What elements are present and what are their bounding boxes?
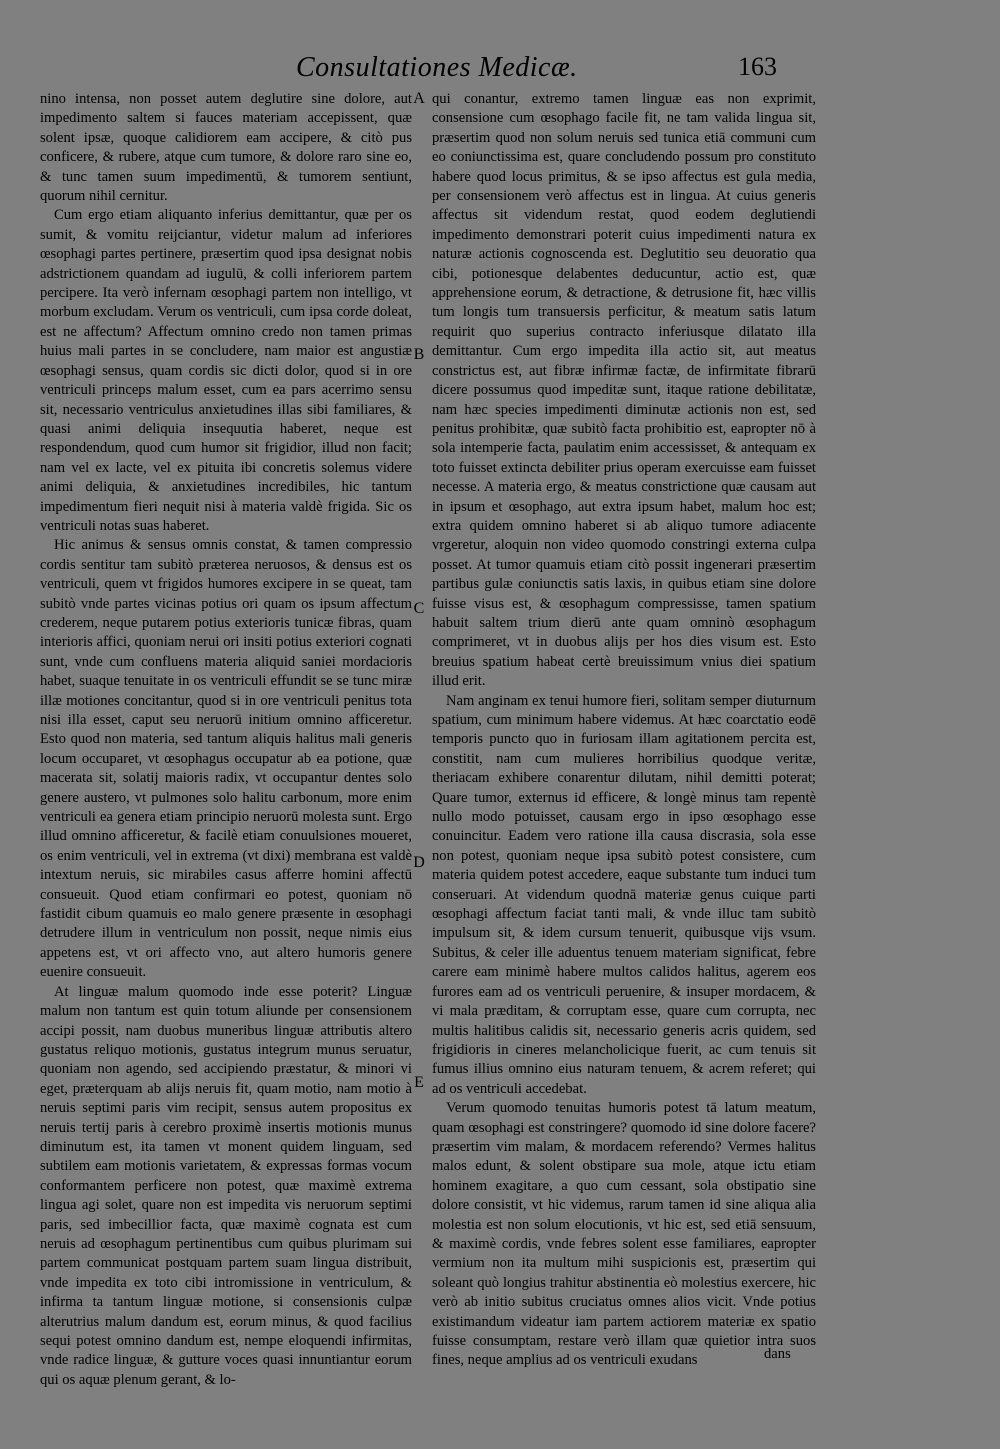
running-head	[0, 52, 1000, 88]
right-paragraph-2: Nam anginam ex tenui humore fieri, solitam semper diuturnum spatium, cum minimum habere videmus. At hæc coarctatio eodē temporis puncto quo in furiosam illam agitationem percita est, constitit, nam cum mulieres horribilius quodque veritæ, theriacam exhibere conarentur dilutam, nihil demitti poterat; Quare tumor, externus id efficere, & longè minus tam repentè nullo modo potuisset, causam ergo in ipso œsophago esse conuincitur. Eadem vero ratione illa causa discrasia, sola esse non potest, quoniam neque ipsa subitò potest consistere, cum materia quidem potest accedere, eaque substante tum induci tum conseruari. At videndum quodnā materiæ genus cuique parti œsophagi affectum faciat tanti mali, & vnde illuc tam subitò impulsum sit, & idem cursum tenuerit, quibusque vijs vsum. Subitus, & celer ille aduentus tenuem materiam significat, febre carere eam minimè habere multos calidos halitus, agerem eos furores eam ad os ventriculi peruenire, & insuper mordacem, & vi mala præditam, & corruptam esse, quare cum corrupta, nec multis halitibus calidis sit, necessario generis acris quidem, sed frigidioris in cineres melancholicique fuerit, ac cum tenuis sit fumus illius omnino eius naturam tenuem, & acrem referet; qui ad os ventriculi accedebat.	[432, 692, 816, 1097]
left-column	[40, 90, 412, 1390]
margin-letter-a: A	[413, 90, 425, 107]
catchword: dans	[764, 1346, 791, 1362]
right-paragraph-3: Verum quomodo tenuitas humoris potest tā latum meatum, quam œsophagi est constringere? quomodo id sine dolore facere? præsertim vim malam, & mordacem referendo? Vermes halitus malos edunt, & solent obstipare sua mole, atque ictu etiam hominem exagitare, a quo cum cessant, sola obstipatio sine dolore consistit, vt hic videmus, rarum tamen id sine aliqua alia molestia est non solum elocutionis, vt hic est, sed etiā sensuum, & maximè cordis, vnde febres solent esse familiares, eapropter vermium non ita multum mihi suspicionis est, præsertim qui soleant quò longius trahitur abstinentia eò molestius exercere, hic verò ab initio subitus cruciatus omnes alios vicit. Vnde potius existimandum videatur iam partem actiorem materiæ ex spatio fuisse consumptam, restare verò illam quæ quietior intra suos fines, neque amplius ad os ventriculi exudans	[432, 1100, 816, 1369]
left-paragraph-1: nino intensa, non posset autem deglutire sine dolore, aut impedimento saltem si fauces materiam accepissent, quæ solent ipsæ, quoque calidiorem eam accipere, & citò pus conficere, & rubere, atque cum tumore, & dolore raro sine eo, & tunc tamen suum impedimentū, & tumorem sentiunt, quorum nihil cernitur.	[40, 91, 412, 205]
margin-letter-b: B	[413, 346, 425, 363]
margin-letter-c: C	[413, 600, 425, 617]
left-paragraph-2: Cum ergo etiam aliquanto inferius demittantur, quæ per os sumit, & vomitu reijciantur, videtur malum ad inferiores œsophagi partes pertinere, præsertim quod ipsa designat nobis adstrictionem quandam ad iugulū, & colli inferiorem partem percipere. Ita verò infernam œsophagi partem non intelligo, vt morbum excludam. Verum os ventriculi, cum ipsa corde doleat, est ne affectum? Affectum omnino credo non tamen primas huius mali partes in se concludere, nam maior est angustiæ œsophagi sensus, quam cordis sic dicti dolor, quod si in ore ventriculi princeps malum esset, cum ea pars acerrimo sensu sit, necessario ventriculus anxietudines illas sibi familiares, & quasi animi deliquia insequutia haberet, neque est respondendum, quod cum humor sit frigidior, illud non facit; nam vel ex lacte, vel ex pituita ibi concretis solemus videre animi deliquia, & anxietudines incredibiles, hic tantum impedimentum fieri nequit nisi à materia valdè frigida. Sic os ventriculi notas suas haberet.	[40, 207, 412, 534]
page-number: 163	[738, 52, 777, 81]
right-paragraph-1: qui conantur, extremo tamen linguæ eas non exprimit, consensione cum œsophago facile fit, ne tam valida lingua sit, præsertim quod non solum neruis sed tunica etiā communi cum eo coniunctissima est, quare concludendo possum pro constituto habere quod locus primitus, & se ipso affectus est gula media, per consensionem verò affectus est in lingua. At cuius generis affectus sit videndum restat, quod eodem deglutiendi impedimento demonstrari poterit cuius impedimenti natura ex naturæ actionis cognoscenda est. Deglutitio seu deuoratio qua cibi, potionesque delabentes deducuntur, actio est, quæ apprehensione eorum, & detractione, & detrusione fit, hæc villis tum longis tum transuersis perficitur, & meatum satis latum requirit quo superius contracto inferiusque dilatato illa demittantur. Cum ergo impedita illa actio sit, aut meatus constrictus est, aut fibræ infirmæ factæ, de infirmitate fibrarū dicere possumus quod impeditæ sunt, itaque ratione debilitatæ, nam hæc species impedimenti diminutæ actionis non est, sed penitus prohibitæ, quæ subitò facta prohibitio est, eapropter nō à sola intemperie facta, paulatim enim accessisset, & antequam ex toto fuisset extincta debiliter prius operam exercuisse eam fuisset necesse. A materia ergo, & meatus constrictione quæ causam aut in ipsum et œsophago, aut extra ipsum habet, malum hoc est; extra quidem omnino haberet si ab aliquo tumore adiacente vrgeretur, aloquin non video quomodo constringi externa culpa posset. At tumor quamuis etiam citò possit ingenerari præsertim partibus gulæ coniunctis satis laxis, in quibus etiam sine dolore fuisse visus est, & œsophagum compressisse, tamen spatium habuit saltem trium dierū ante quam omninò œsophagum comprimeret, vt in duobus alijs per hos dies visum est. Esto breuius spatium habeat certè breuissimum vnius diei spatium illud erit.	[432, 91, 816, 690]
left-paragraph-3: Hic animus & sensus omnis constat, & tamen compressio cordis sentitur tam subitò præterea neruosos, & densus est os ventriculi, quem vt frigidos humores excipere in se queat, tam subitò vnde partes vicinas potius ori quam os ipsum affectum crederem, neque putarem potius exterioris tunicæ fibras, quam interioris affici, quoniam nerui ori insiti potius exteriori cognati sunt, vnde cum confluens materia aliquid saniei mordacioris habet, suaque tenuitate in os ventriculi effundit se se tunc miræ illæ motiones concitantur, quod si in ore ventriculi penitus tota nisi illa esset, caput seu neruorū initium omnino afficeretur. Esto quod non materia, sed tantum aliquis halitus mali generis locum occuparet, vt œsophagus occupatur ab ea potione, quæ macerata sit, solatij maioris radix, vt occupantur dentes solo genere austero, vt pulmones solo halitu carbonum, more enim ventriculi ea genera etiam principio neruorū molesta sunt. Ergo illud omnino afficeretur, & facilè etiam conuulsiones moueret, os enim ventriculi, vel in extrema (vt dixi) membrana est valdè intextum neruis, sic mirabiles casus afferre homini affectū consueuit. Quod etiam confirmari eo potest, quoniam nō fastidit cibum quamuis eo malo genere præsente in œsophagi detrudere illum in ventriculum non possit, neque nimis eius appetens est, vt ori affecto vno, aut altero humoris genere euenire consueuit.	[40, 537, 412, 981]
running-title: Consultationes Medicæ.	[296, 52, 578, 83]
margin-letter-e: E	[414, 1074, 424, 1091]
margin-letter-d: D	[413, 854, 425, 871]
left-paragraph-4: At linguæ malum quomodo inde esse poterit? Linguæ malum non tantum est quin totum aliunde per consensionem accipi possit, nam duobus muneribus linguæ attributis altero gustatus reliquo motionis, gustatus integrum munus seruatur, quoniam non agendo, sed accipiendo præstatur, & minori vi eget, præterquam ab alijs neruis fit, quam motio, nam motio à neruis septimi paris vim recipit, sensus autem propositus ex neruis tertij paris à cerebro proximè insertis motionis munus diminutum est, ita tamen vt monent quidem linguam, sed subtilem eam motionis varietatem, & expressas formas vocum conformantem perficere non potest, quæ maximè extrema lingua agi solet, quare non est impedita vis neruorum septimi paris, sed imbecillior facta, quæ maximè cognata est cum neruis ad œsophagum pertinentibus cum quibus plurimam sui partem communicat postquam partem suam lingua distribuit, vnde impedita ex toto cibi intromissione in ventriculum, & infirma ta tantum linguæ motione, si consensionis culpæ alterutrius malum dandum est, eorum minus, & quod facilius sequi potest omnino dandum est, nempe eloquendi infirmitas, vnde radice linguæ, & gutture voces quasi innuntiantur eorum qui os aquæ plenum gerant, & lo-	[40, 983, 412, 1388]
right-column	[432, 90, 816, 1371]
